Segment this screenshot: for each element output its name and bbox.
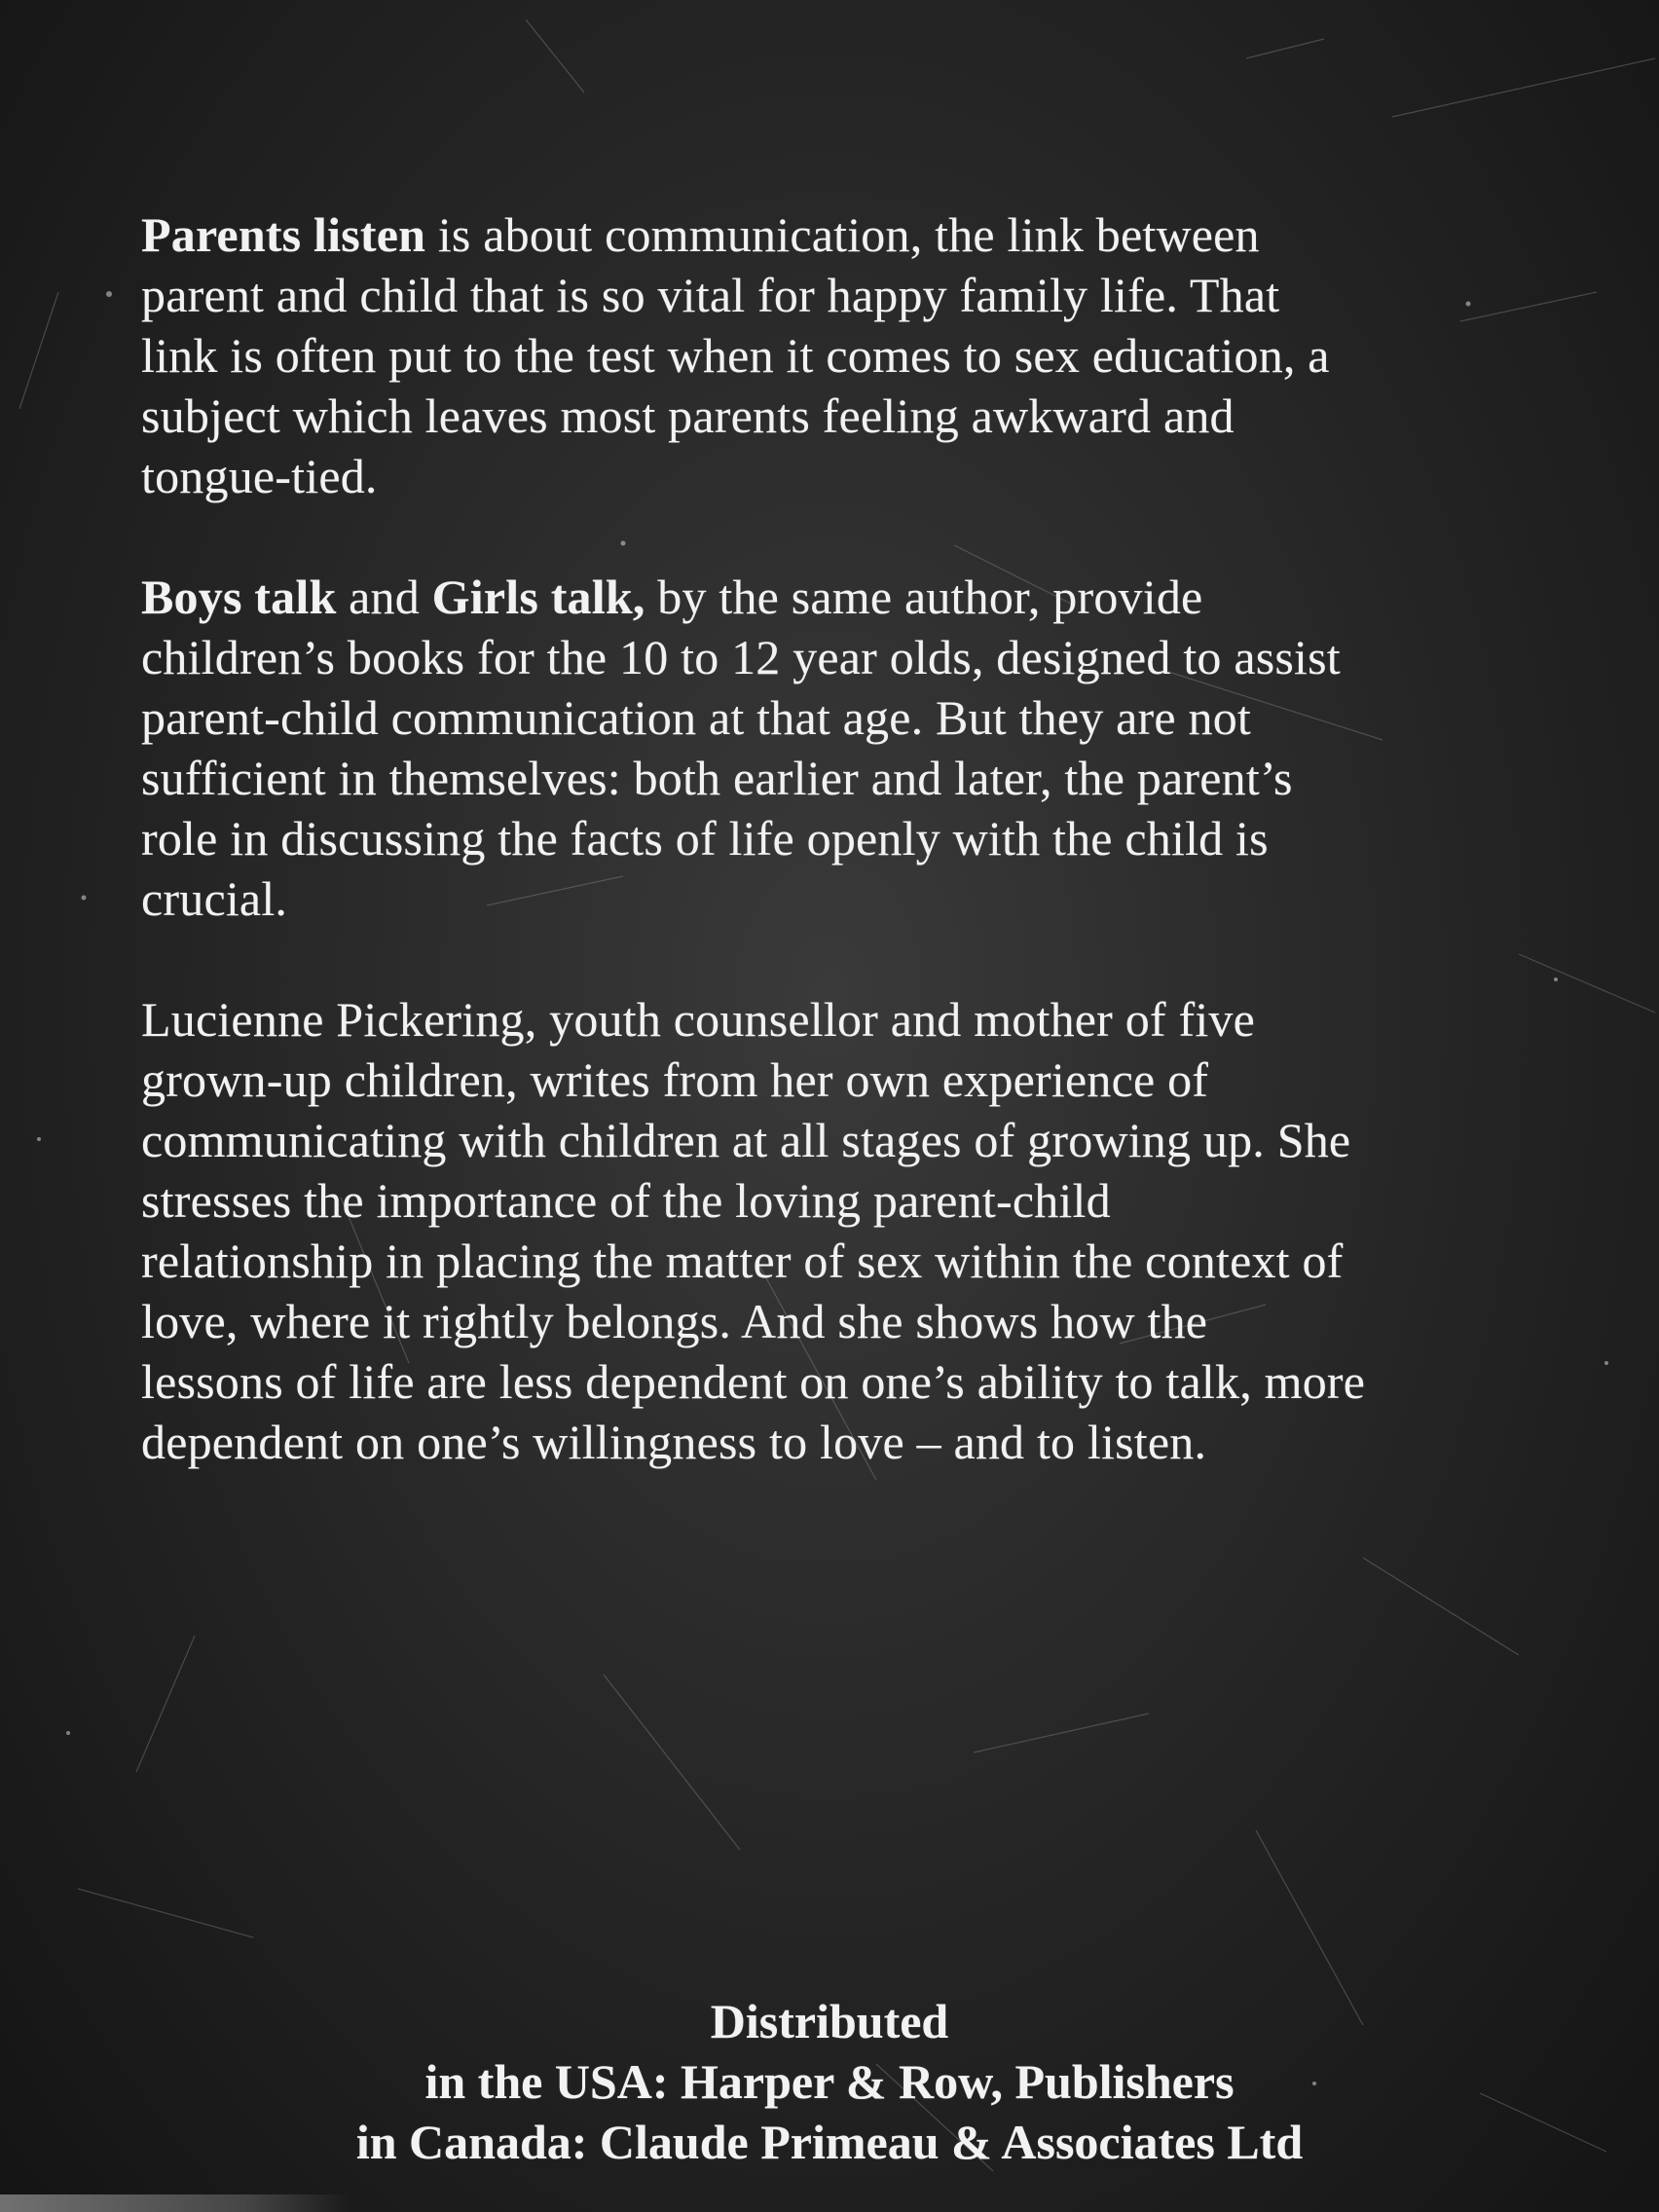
text-line: parent-child communication at that age. But they are not — [141, 690, 1251, 745]
paragraph-author-bio — [141, 989, 1485, 1472]
text-line: sufficient in themselves: both earlier and later, the parent’s — [141, 751, 1293, 805]
blurb-text — [141, 204, 1485, 1532]
text-line: subject which leaves most parents feeling awkward and — [141, 388, 1235, 443]
distributor-usa: in the USA: Harper & Row, Publishers — [424, 2054, 1235, 2109]
book-title-girls-talk: Girls talk, — [431, 570, 645, 624]
text-line: crucial. — [141, 871, 288, 926]
text-fragment: is about communication, the link between — [425, 207, 1260, 262]
text-fragment: by the same author, provide — [645, 570, 1203, 624]
text-line: lessons of life are less dependent on one’s ability to talk, more — [141, 1354, 1366, 1409]
paragraph-boys-girls-talk — [141, 567, 1485, 929]
text-line — [141, 567, 1485, 627]
text-line: dependent on one’s willingness to love – and to listen. — [141, 1415, 1207, 1469]
text-line: role in discussing the facts of life openly with the child is — [141, 811, 1269, 866]
book-title-boys-talk: Boys talk — [141, 570, 337, 624]
text-line: communicating with children at all stages of growing up. She — [141, 1113, 1351, 1167]
text-line: relationship in placing the matter of sex within the context of — [141, 1234, 1344, 1288]
bottom-edge-strip — [0, 2194, 350, 2212]
text-line: parent and child that is so vital for happy family life. That — [141, 268, 1280, 322]
text-line: grown-up children, writes from her own experience of — [141, 1052, 1209, 1107]
text-line: Lucienne Pickering, youth counsellor and mother of five — [141, 992, 1256, 1047]
distribution-heading: Distributed — [710, 1994, 949, 2048]
text-line — [141, 204, 1485, 265]
text-line: tongue-tied. — [141, 449, 378, 503]
text-line: link is often put to the test when it comes to sex education, a — [141, 328, 1330, 383]
paragraph-parents-listen — [141, 204, 1485, 506]
distributor-canada: in Canada: Claude Primeau & Associates Ltd — [355, 2115, 1304, 2169]
text-line: stresses the importance of the loving parent-child — [141, 1173, 1111, 1228]
text-fragment: and — [336, 570, 432, 624]
book-title-parents-listen: Parents listen — [141, 207, 426, 262]
text-line: children’s books for the 10 to 12 year olds, designed to assist — [141, 630, 1341, 684]
text-line: love, where it rightly belongs. And she shows how the — [141, 1294, 1208, 1348]
distribution-info — [0, 1991, 1659, 2172]
